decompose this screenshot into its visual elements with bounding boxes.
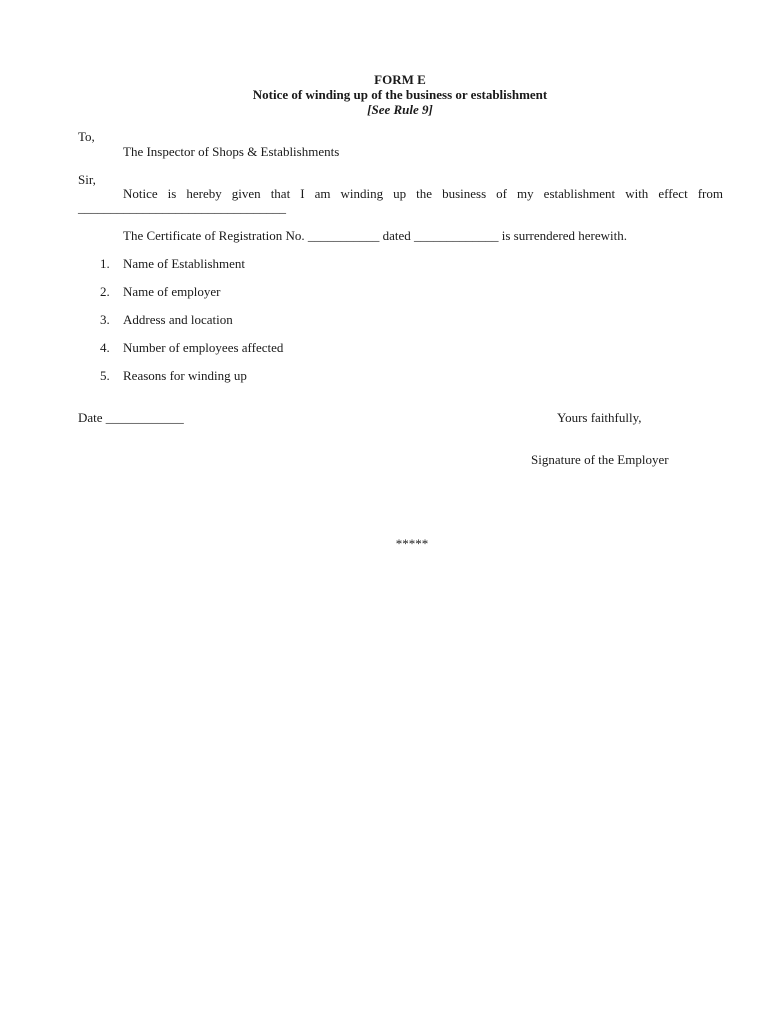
end-mark: *****	[395, 536, 429, 551]
item-label: Address and location	[123, 312, 233, 327]
form-subtitle: Notice of winding up of the business or establishment	[252, 87, 548, 102]
closing: Yours faithfully,	[557, 410, 642, 425]
list-item	[100, 368, 247, 384]
date-field: Date ____________	[78, 410, 184, 425]
list-item	[100, 312, 233, 328]
list-item	[100, 284, 221, 300]
addressee: The Inspector of Shops & Establishments	[123, 144, 340, 159]
effective-date-blank: ________________________________	[78, 200, 286, 215]
salutation: Sir,	[78, 172, 96, 187]
item-number: 3.	[100, 312, 110, 327]
item-label: Reasons for winding up	[123, 368, 247, 383]
item-label: Name of Establishment	[123, 256, 246, 271]
item-label: Name of employer	[123, 284, 221, 299]
item-label: Number of employees affected	[123, 340, 284, 355]
item-number: 1.	[100, 256, 110, 271]
list-item	[100, 256, 246, 272]
item-number: 4.	[100, 340, 110, 355]
item-number: 5.	[100, 368, 110, 383]
list-item	[100, 340, 284, 356]
certificate-line: The Certificate of Registration No. ___________ dated _____________ is surrendered herewith.	[123, 228, 627, 243]
to-label: To,	[78, 129, 95, 144]
item-number: 2.	[100, 284, 110, 299]
form-title: FORM E	[374, 72, 426, 87]
rule-reference: [See Rule 9]	[367, 102, 433, 117]
notice-line: Notice is hereby given that I am winding up the business of my establishment with effect from	[123, 186, 723, 201]
signature-label: Signature of the Employer	[531, 452, 669, 467]
